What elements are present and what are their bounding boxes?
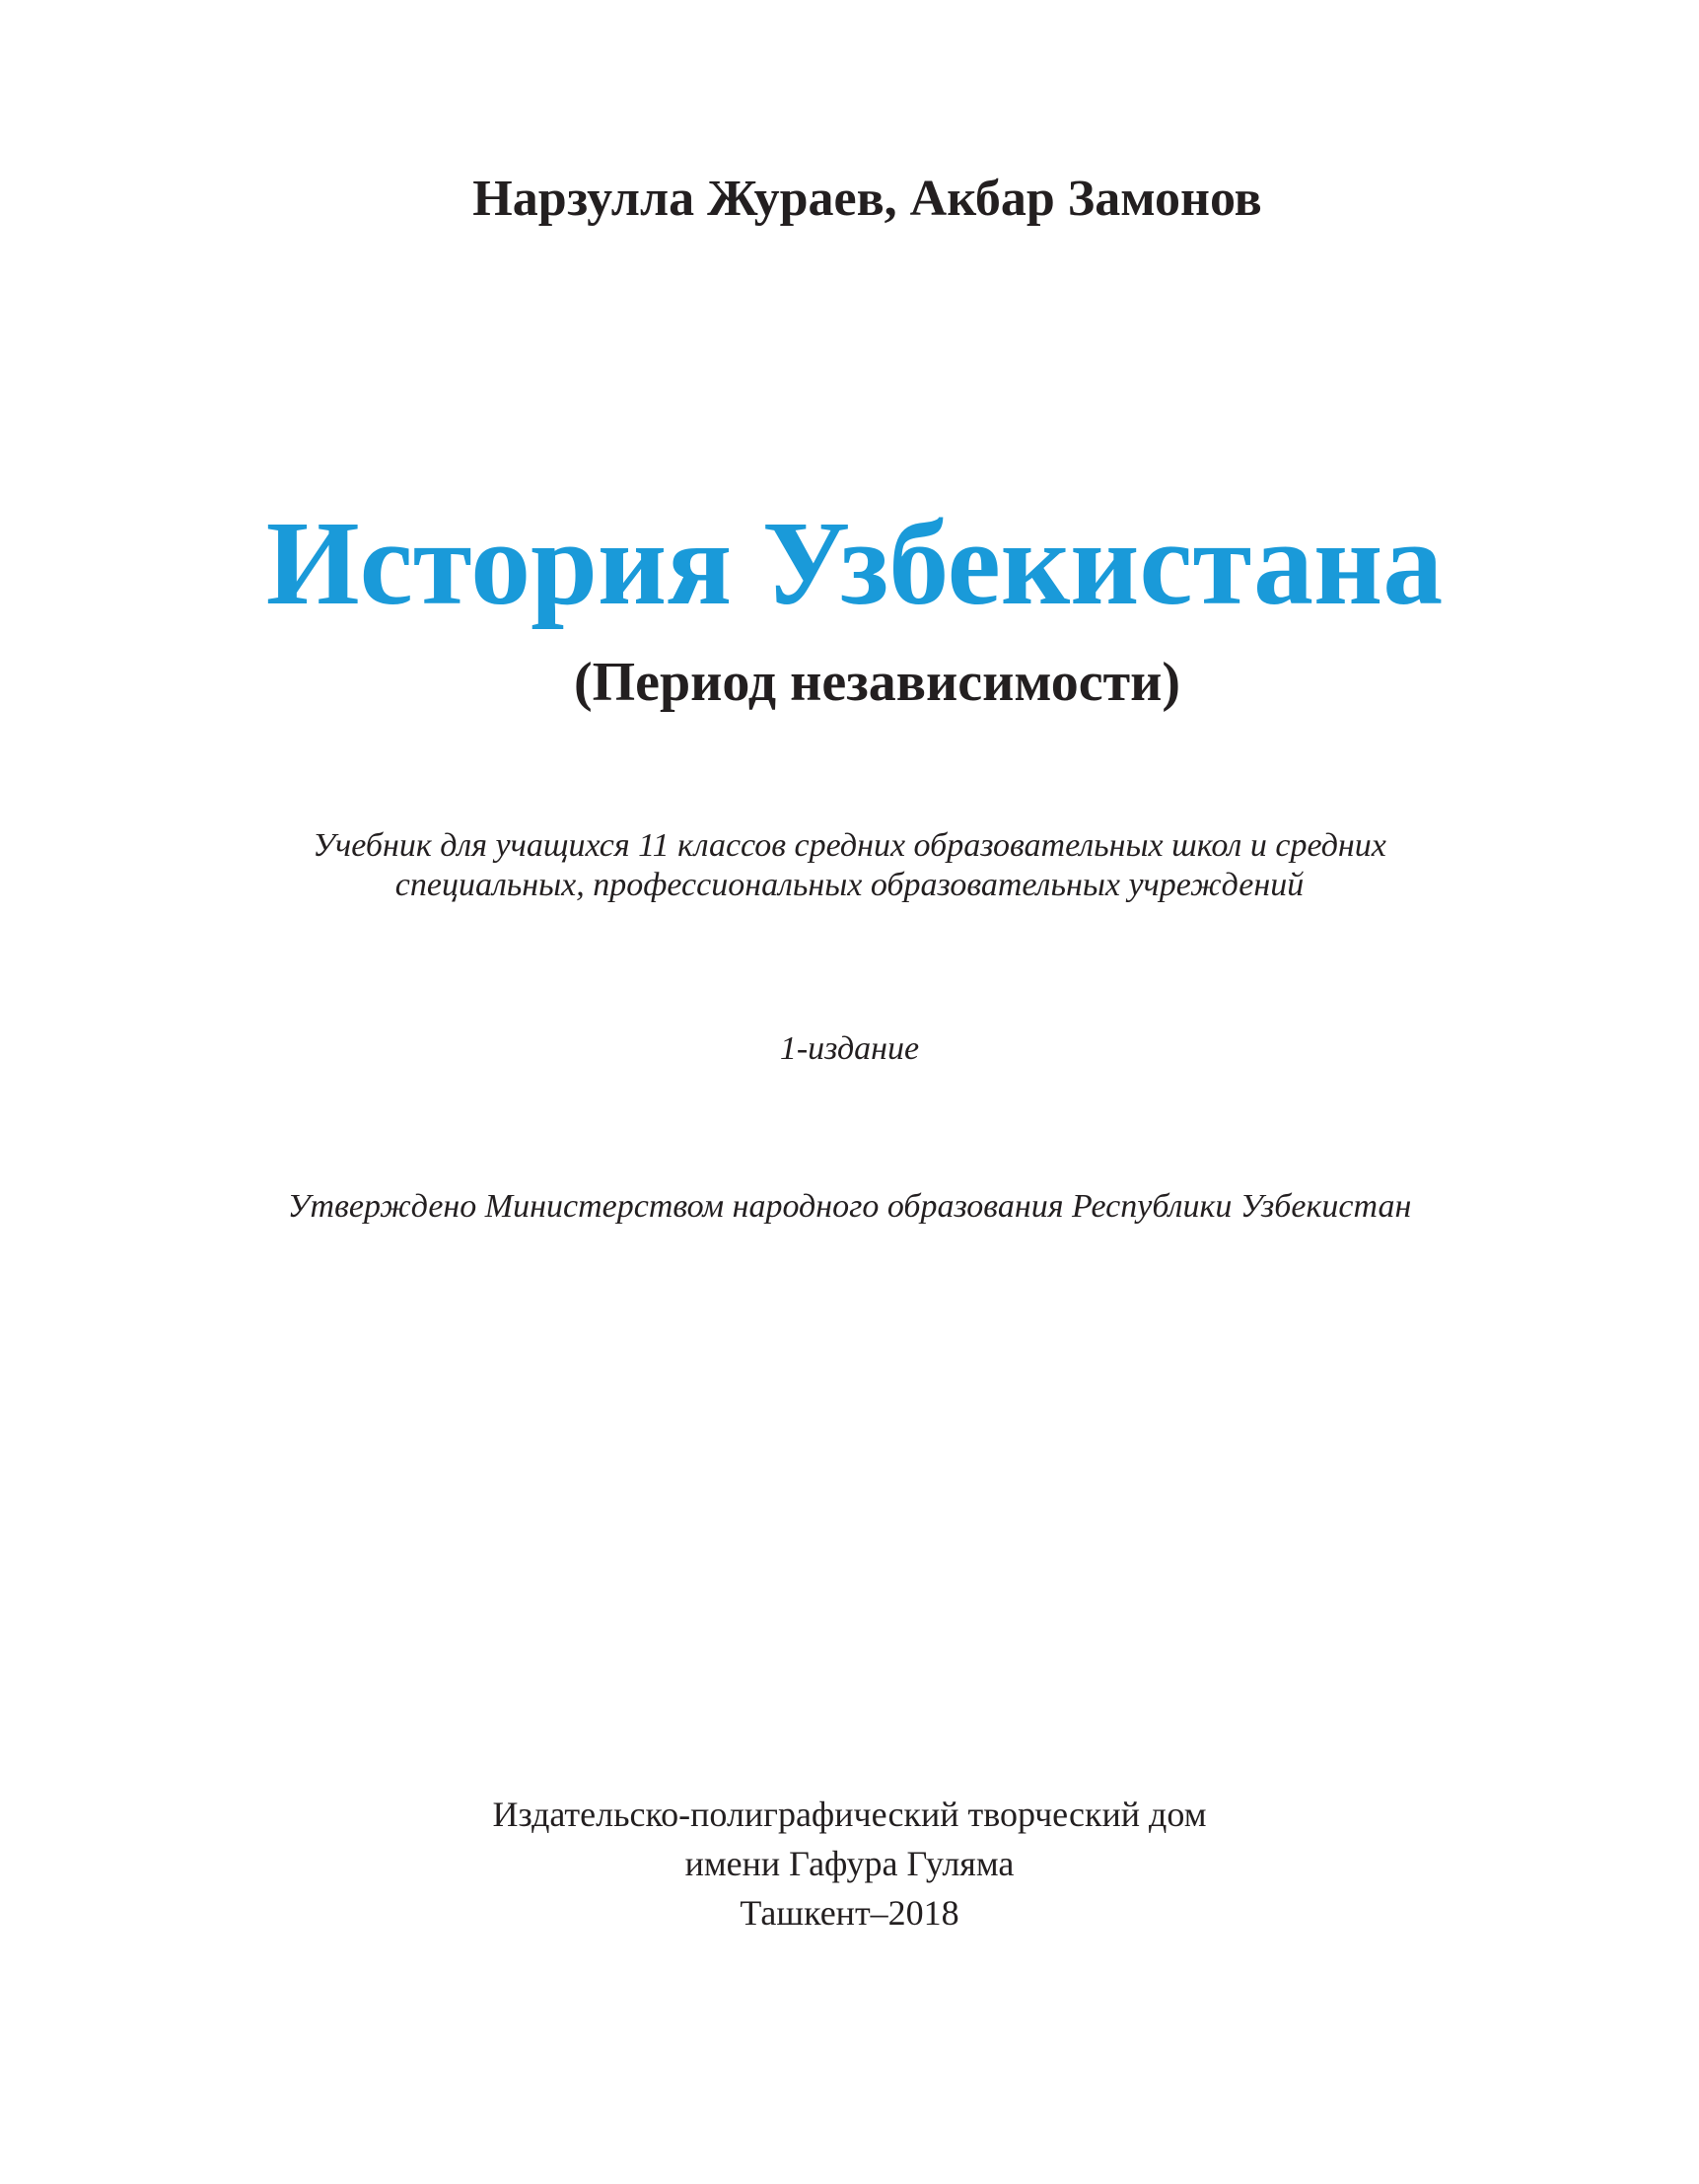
publisher-line-1: Издательско-полиграфический творческий дом [492, 1795, 1207, 1834]
edition-label: 1-издание [779, 1030, 920, 1067]
description-line-1: Учебник для учащихся 11 классов средних образовательных школ и средних [313, 827, 1386, 864]
book-description [0, 826, 1699, 905]
publisher-line-2: имени Гафура Гуляма [684, 1844, 1015, 1883]
book-authors: Нарзулла Жураев, Акбар Замонов [472, 171, 1262, 227]
approval-note: Утверждено Министерством народного образования Республики Узбекистан [287, 1188, 1412, 1225]
publisher-block [0, 1790, 1699, 1937]
description-line-2: специальных, профессиональных образовательных учреждений [394, 867, 1305, 903]
publisher-line-3: Ташкент–2018 [740, 1893, 959, 1933]
book-title: История Узбекистана [265, 497, 1444, 630]
book-subtitle: (Период независимости) [573, 652, 1181, 713]
